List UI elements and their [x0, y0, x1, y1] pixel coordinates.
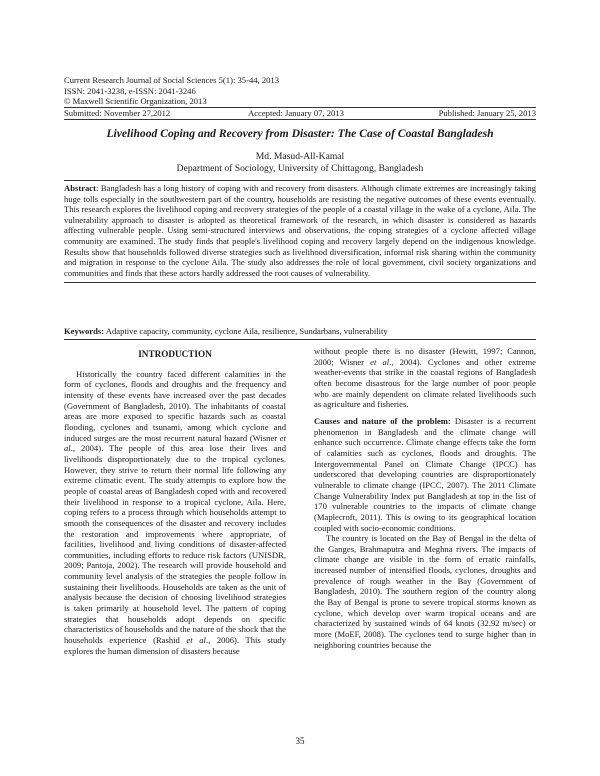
- page-number: 35: [295, 736, 305, 746]
- keywords-text: Adaptive capacity, community, cyclone Aila, resilience, Sundarbans, vulnerability: [104, 326, 388, 336]
- journal-citation: Current Research Journal of Social Sciences 5(1): 35-44, 2013: [64, 75, 280, 85]
- journal-copyright: © Maxwell Scientific Organization, 2013: [64, 96, 207, 107]
- paper-title: Livelihood Coping and Recovery from Disaster: The Case of Coastal Bangladesh: [106, 127, 494, 140]
- dates-row: [64, 107, 536, 120]
- journal-header: [64, 75, 279, 107]
- abstract-label: Abstract: [64, 183, 96, 193]
- causes-paragraph-2: The country is located on the Bay of Bengal in the delta of the Ganges, Brahmaputra and Meghna rivers. The impacts of climate change are visible in the form of erratic rainfalls, increased number of intensified floods, cyclones, droughts and prevalence of rough weather in the Bay (Government of Bangladesh, 2010). The southern region of the country along the Bay of Bengal is prone to severe tropical storms known as cyclone, which develop over warm tropical oceans and are characterized by sustained winds of 64 knots (32.92 m/sec) or more (MoEF, 2008). The cyclones tend to surge higher than in neighboring countries because the: [314, 533, 536, 650]
- intro-paragraph-2: without people there is no disaster (Hewitt, 1997; Cannon, 2000; Wisner et al., 2004). Cyclones and other extreme weather-events that strike in the coastal regions of Bangladesh often become disastrous for the large number of poor people who are mainly dependent on climate related livelihoods such as agriculture and fisheries.: [314, 346, 536, 410]
- introduction-heading: INTRODUCTION: [138, 349, 212, 359]
- abstract: [64, 180, 536, 283]
- keywords: [64, 326, 536, 340]
- submitted-date: Submitted: November 27,2012: [64, 108, 171, 118]
- keywords-label: Keywords:: [64, 326, 105, 336]
- author-block: [64, 151, 536, 175]
- left-column: [64, 346, 286, 656]
- published-date: Published: January 25, 2013: [438, 108, 536, 118]
- journal-issn: ISSN: 2041-3238, e-ISSN: 2041-3246: [64, 85, 196, 96]
- author-affiliation: Department of Sociology, University of Chittagong, Bangladesh: [176, 163, 424, 174]
- intro-paragraph-1: Historically the country faced different calamities in the form of cyclones, floods and droughts and the frequency and intensity of these events have increased over the past decades (Government of Bangladesh, 2010). The inhabitants of coastal areas are more exposed to specific hazards such as coastal flooding, cyclones and tsunami, among which cyclone and induced surges are the most recurrent natural hazard (Wisner et al., 2004). The people of this area lose their lives and livelihoods disproportionately due to the tropical cyclones. However, they strive to return their normal life following any extreme climatic event. The study attempts to explore how the people of coastal areas of Bangladesh coped with and recovered their livelihood in response to a tropical cyclone, Aila. Here, coping refers to a process through which households attempt to smooth the consequences of the disaster and recovery includes the restoration and improvements where appropriate, of facilities, livelihood and living conditions of disaster-affected communities, including efforts to reduce risk factors (UNISDR, 2009; Pantoja, 2002). The research will provide household and community level analysis of the strategies the people follow in sustaining their livelihoods. Households are taken as the unit of analysis because the decision of choosing livelihood strategies is taken primarily at household level. The pattern of coping strategies that households adopt depends on specific characteristics of households and the nature of the shock that the households experience (Rashid et al., 2006). This study explores the human dimension of disasters because: [64, 368, 286, 656]
- right-column: [314, 346, 536, 650]
- accepted-date: Accepted: January 07, 2013: [248, 108, 344, 118]
- causes-heading: Causes and nature of the problem:: [314, 415, 451, 426]
- author-name: Md. Masud-All-Kamal: [255, 151, 345, 162]
- causes-paragraph-1: Causes and nature of the problem: Disaster is a recurrent phenomenon in Bangladesh and the climate change will enhance such occurrence. Climate change effects take the form of calamities such as cyclones, floods and droughts. The Intergovernmental Panel on Climate Change (IPCC) has underscored that developing countries are disproportionately vulnerable to climate change (IPCC, 2007). The 2011 Climate Change Vulnerability Index put Bangladesh at top in the list of 170 vulnerable countries to the impacts of climate change (Maplecroft, 2011). This is owing to its geographical location coupled with socio-economic conditions.: [314, 415, 536, 533]
- abstract-text: : Bangladesh has a long history of coping with and recovery from disasters. Although climate extremes are increasingly taking huge tolls especially in the southwestern part of the country, households are resisting the negative outcomes of these events eventually. This research explores the livelihood coping and recovery strategies of the people of a coastal village in the wake of a cyclone, Aila. The vulnerability approach to disaster is adopted as theoretical framework of the research, in which disaster is considered as hazards affecting vulnerable people. Using semi-structured interviews and observations, the coping strategies of a cyclone affected village community are examined. The study finds that people's livelihood coping and recovery largely depend on the indigenous knowledge. Results show that households followed diverse strategies such as livelihood diversification, informal risk sharing within the community and migration in response to the cyclone Aila. The study also addresses the role of local government, civil society organizations and communities and finds that these actors hardly addressed the root causes of vulnerability.: [64, 183, 536, 278]
